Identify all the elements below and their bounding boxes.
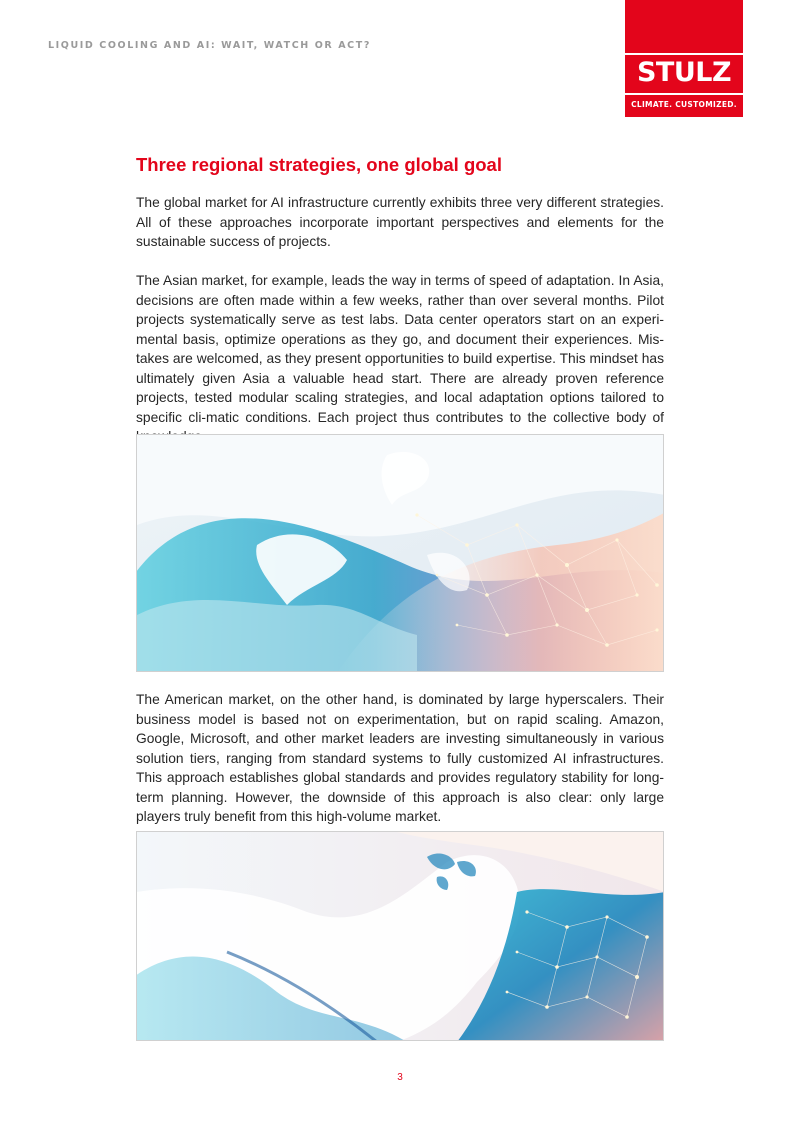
asia-network-map-illustration	[136, 434, 664, 672]
logo-wordmark: STULZ	[636, 57, 732, 88]
running-header: LIQUID COOLING AND AI: WAIT, WATCH OR ACT?	[48, 40, 371, 51]
logo-tagline: CLIMATE. CUSTOMIZED.	[631, 100, 737, 109]
logo-rule-top	[625, 53, 743, 55]
paragraph-intro: The global market for AI infrastructure currently exhibits three very different strategies. All of these approaches incorporate important perspectives and elements for the sustainable success of projects.	[136, 195, 664, 249]
page-number: 3	[397, 1072, 403, 1083]
logo-rule-bottom	[625, 93, 743, 95]
north-america-network-map-illustration	[136, 831, 664, 1041]
stulz-logo	[625, 0, 743, 117]
paragraph-america: The American market, on the other hand, is dominated by large hyperscalers. Their business model is based not on experimentation, but on rapid scaling. Amazon, Google, Microsoft, and other market leaders are investing simultaneously in various solution tiers, ranging from standard systems to fully customized AI infrastructures. This approach establishes global standards and provides regulatory stability for long-term planning. However, the downside of this approach is also clear: only large players truly benefit from this high-volume market.	[136, 692, 664, 824]
paragraph-asia: The Asian market, for example, leads the way in terms of speed of adaptation. In Asia, decisions are often made within a few weeks, rather than over several months. Pilot projects systematically serve as test labs. Data center operators start on an experi-mental basis, optimize operations as they go, and document their experiences. Mis-takes are welcomed, as they present opportunities to build expertise. This mindset has ultimately given Asia a valuable head start. There are already proven reference projects, tested modular scaling strategies, and local adaptation options tailored to specific cli-matic conditions. Each project thus contributes to the collective body of	[136, 273, 664, 425]
section-title: Three regional strategies, one global goal	[136, 154, 502, 175]
